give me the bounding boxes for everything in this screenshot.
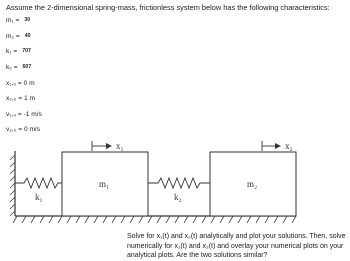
param-label: x₁,₀ = 0 m: [6, 80, 35, 87]
x1-label: x₁: [116, 141, 124, 151]
param-value: 707: [22, 48, 31, 54]
param-label: x₂,₀ = 1 m: [6, 95, 35, 102]
param-value: 30: [24, 17, 31, 23]
x2-label: x₂: [285, 141, 293, 151]
spring-k1: [15, 178, 62, 188]
intro-text: Assume the 2-dimensional spring-mass, frictionless system below has the following characteristics:: [6, 3, 330, 12]
m1-label: m₁: [99, 179, 110, 189]
param-value: 40: [24, 33, 31, 39]
k2-label: k₂: [174, 192, 182, 202]
param-label: m₁ =: [6, 17, 20, 24]
param-label: k₂ =: [6, 64, 18, 71]
x1-arrow-head: [106, 143, 112, 149]
param-label: k₁ =: [6, 48, 18, 55]
param-label: m₂ =: [6, 33, 20, 40]
param-label: v₂,₀ = 0 m/s: [6, 126, 41, 133]
spring-k2: [148, 178, 210, 188]
ground-hatching: [13, 216, 296, 223]
k1-label: k₁: [35, 192, 43, 202]
param-label: v₁,₀ = -1 m/s: [6, 111, 42, 118]
wall-hatching: [10, 155, 15, 216]
param-value: 607: [22, 64, 32, 70]
x2-arrow-head: [275, 143, 281, 149]
m2-label: m₂: [247, 179, 258, 189]
question-text: Solve for x₁(t) and x₂(t) analytically and plot your solutions. Then, solve numerically for x₁(t) and x₂(t) and overlay your numerical plots on your analytical plots. Are the two solutions similar?: [127, 233, 346, 260]
